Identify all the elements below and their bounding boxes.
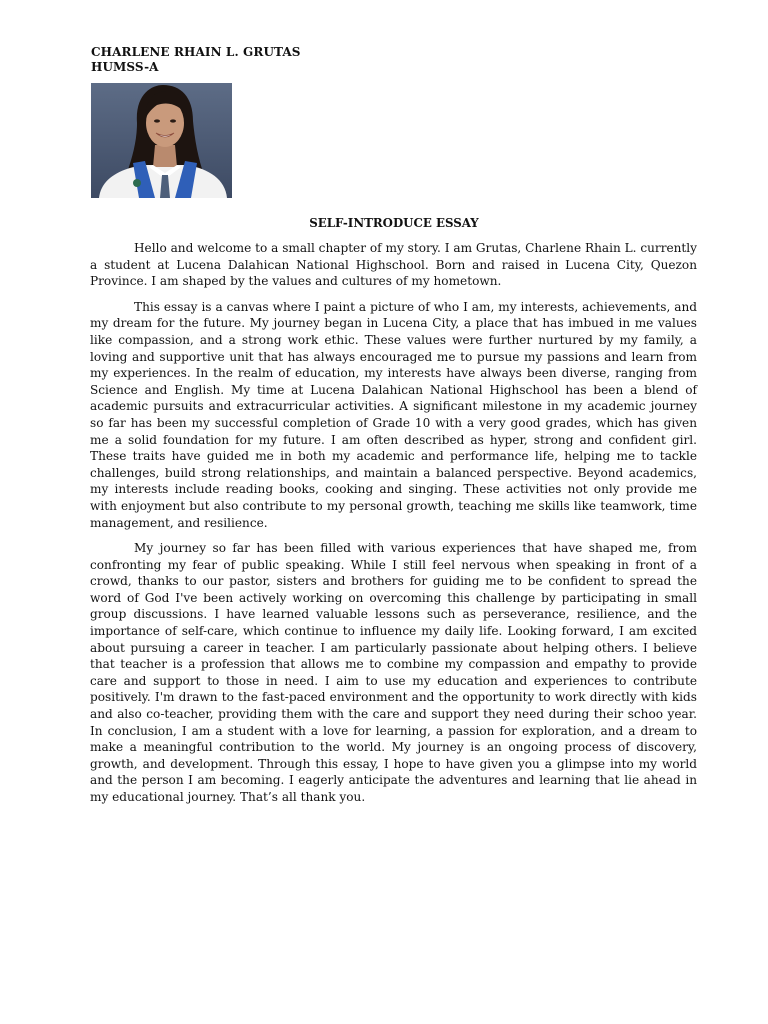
paragraph: My journey so far has been filled with various experiences that have shaped me, from confronting my fear of public speaking. While I still feel nervous when speaking in front of a crowd, thanks to our pastor, sisters and brothers for guiding me to be confident to spread the word of God I've been actively working on overcoming this challenge by participating in small group discussions. I have learned valuable lessons such as perseverance, resilience, and the importance of self-care, which continue to influence my daily life. Looking forward, I am excited about pursuing a career in teacher. I am particularly passionate about helping others. I believe that teacher is a profession that allows me to combine my compassion and empathy to provide care and support to those in need. I aim to use my education and experiences to contribute positively. I'm drawn to the fast-paced environment and the opportunity to work directly with kids and also co-teacher, providing them with the care and support they need during their schoo year. In conclusion, I am a student with a love for learning, a passion for exploration, and a dream to make a meaningful contribution to the world. My journey is an ongoing process of discovery, growth, and development. Through this essay, I hope to have given you a glimpse into my world and the person I am becoming. I eagerly anticipate the adventures and learning that lie ahead in my educational journey. That’s all thank you.	[90, 541, 697, 804]
essay-title: SELF-INTRODUCE ESSAY	[309, 216, 479, 230]
paragraph: Hello and welcome to a small chapter of my story. I am Grutas, Charlene Rhain L. currently a student at Lucena Dalahican National Highschool. Born and raised in Lucena City, Quezon Province. I am shaped by the values and cultures of my hometown.	[90, 241, 697, 289]
portrait-illustration	[91, 83, 232, 198]
author-header	[91, 45, 301, 75]
author-name: CHARLENE RHAIN L. GRUTAS	[91, 45, 301, 59]
essay-body	[90, 240, 697, 815]
author-section: HUMSS-A	[91, 60, 159, 74]
author-photo	[91, 83, 232, 198]
paragraph: This essay is a canvas where I paint a picture of who I am, my interests, achievements, and my dream for the future. My journey began in Lucena City, a place that has imbued in me values like compassion, and a strong work ethic. These values were further nurtured by my family, a loving and supportive unit that has always encouraged me to pursue my passions and learn from my experiences. In the realm of education, my interests have always been diverse, ranging from Science and English. My time at Lucena Dalahican National Highschool has been a blend of academic pursuits and extracurricular activities. A significant milestone in my academic journey so far has been my successful completion of Grade 10 with a very good grades, which has given me a solid foundation for my future. I am often described as hyper, strong and confident girl. These traits have guided me in both my academic and performance life, helping me to tackle challenges, build strong relationships, and maintain a balanced perspective. Beyond academics, my interests include reading books, cooking and singing. These activities not only provide me with enjoyment but also contribute to my personal growth, teaching me skills like teamwork, time management, and resilience.	[90, 299, 697, 530]
